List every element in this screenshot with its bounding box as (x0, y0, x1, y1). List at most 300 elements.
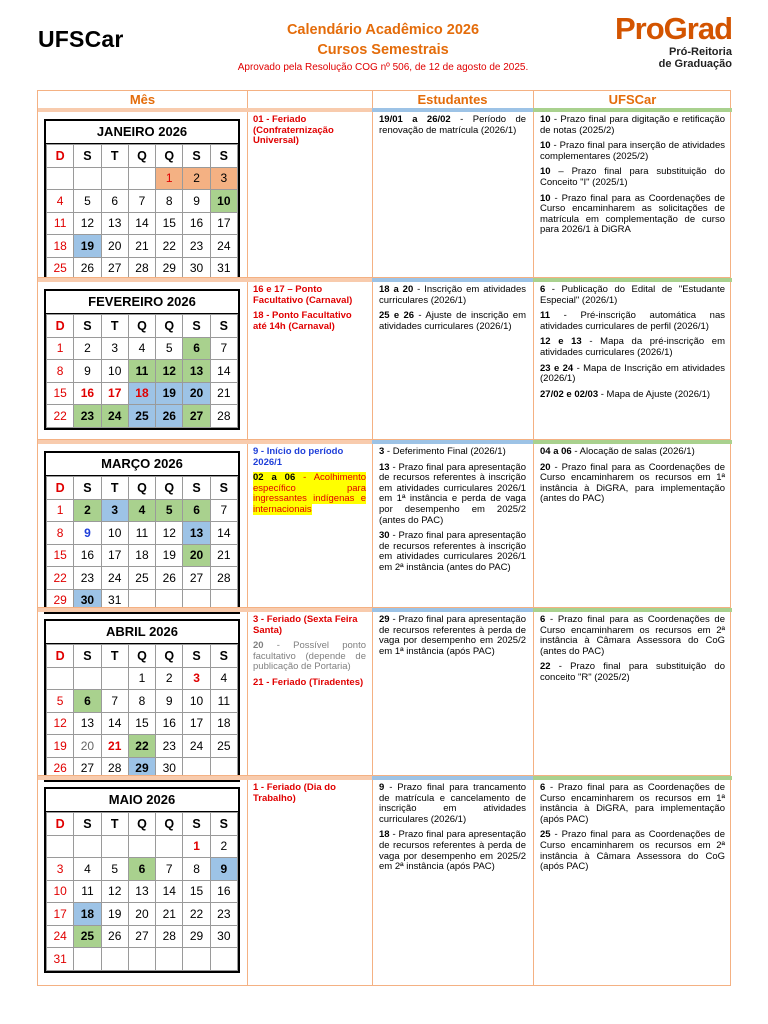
calendar-day (128, 835, 155, 858)
calendar-day: 31 (101, 589, 128, 612)
calendar-day: 10 (101, 360, 128, 383)
ufscar-column (540, 783, 725, 878)
calendar-day (74, 835, 101, 858)
column-header-blank (247, 91, 372, 109)
calendar-day: 7 (128, 190, 155, 213)
calendar-day (156, 948, 183, 971)
calendar-day: 5 (156, 337, 183, 360)
calendar-day: 26 (156, 567, 183, 590)
calendar-day: 9 (210, 858, 237, 881)
event-entry: 23 e 24 - Mapa de Inscrição em atividades (2026/1) (540, 362, 725, 385)
calendar-day: 20 (183, 382, 210, 405)
calendar-day: 5 (156, 499, 183, 522)
students-column (379, 615, 526, 662)
calendar-day: 3 (210, 167, 237, 190)
calendar-day: 21 (210, 544, 237, 567)
month-calendar (44, 619, 240, 782)
calendar-day: 27 (183, 405, 210, 428)
calendar-day: 13 (183, 522, 210, 545)
calendar-day: 22 (156, 235, 183, 258)
event-entry: 30 - Prazo final para apresentação de recursos referentes à inscrição em atividades curriculares 2026/1 em 2ª instância (antes do PAC) (379, 530, 526, 573)
calendar-day: 23 (74, 405, 101, 428)
calendar-day: 30 (210, 925, 237, 948)
calendar-day: 16 (183, 212, 210, 235)
calendar-day: 22 (183, 903, 210, 926)
calendar-day: 17 (183, 712, 210, 735)
calendar-day: 31 (210, 257, 237, 280)
weekday-header: Q (156, 813, 183, 836)
calendar-day: 17 (210, 212, 237, 235)
event-entry: 9 - Prazo final para trancamento de matrícula e cancelamento de inscrição em atividades curriculares (2026/1) (379, 782, 526, 825)
calendar-day: 21 (128, 235, 155, 258)
month-title: MARÇO 2026 (46, 453, 238, 476)
weekday-header: S (74, 145, 101, 168)
weekday-header: D (47, 315, 74, 338)
weekday-header: S (210, 477, 237, 500)
calendar-day: 30 (156, 757, 183, 780)
column-divider (533, 91, 534, 985)
weekday-header: T (101, 145, 128, 168)
ufscar-column (540, 615, 725, 689)
month-calendar (44, 451, 240, 614)
event-entry: 6 - Prazo final para as Coordenações de Curso encaminharem os recursos em 2ª instância à Câmara Assessora do CoG (antes do PAC) (540, 614, 725, 657)
students-column (379, 285, 526, 337)
event-entry: 10 - Prazo final para digitação e retificação de notas (2025/2) (540, 114, 725, 136)
weekday-header: Q (128, 645, 155, 668)
calendar-day: 29 (47, 589, 74, 612)
calendar-day: 15 (156, 212, 183, 235)
calendar-day: 23 (156, 735, 183, 758)
calendar-day: 2 (74, 499, 101, 522)
calendar-day: 25 (74, 925, 101, 948)
calendar-day: 29 (183, 925, 210, 948)
section-color-bar (533, 608, 732, 612)
calendar-day: 27 (183, 567, 210, 590)
calendar-day: 17 (101, 544, 128, 567)
calendar-day: 7 (156, 858, 183, 881)
calendar-day: 14 (210, 522, 237, 545)
calendar-day: 25 (210, 735, 237, 758)
calendar-day: 16 (210, 880, 237, 903)
calendar-day: 27 (74, 757, 101, 780)
prograd-logo (615, 12, 732, 70)
ufscar-column (540, 115, 725, 241)
calendar-day (47, 167, 74, 190)
calendar-day: 12 (47, 712, 74, 735)
calendar-day: 8 (47, 360, 74, 383)
month-title: JANEIRO 2026 (46, 121, 238, 144)
weekday-header: S (183, 145, 210, 168)
month-calendar (44, 787, 240, 973)
calendar-day: 26 (47, 757, 74, 780)
ufscar-logo: UFSCar (38, 26, 124, 52)
calendar-day: 2 (183, 167, 210, 190)
column-divider (372, 91, 373, 985)
column-divider (247, 91, 248, 985)
holidays-column (253, 447, 366, 521)
weekday-header: S (74, 477, 101, 500)
ufscar-column (540, 285, 725, 405)
holiday-entry (253, 783, 366, 804)
calendar-day: 7 (210, 337, 237, 360)
calendar-day: 6 (128, 858, 155, 881)
calendar-day: 20 (74, 735, 101, 758)
weekday-header: S (210, 645, 237, 668)
holiday-entry: 20 - Possível ponto facultativo (depende de publicação de Portaria) (253, 640, 366, 673)
section-color-bar (38, 608, 247, 612)
calendar-day: 28 (156, 925, 183, 948)
calendar-day: 12 (74, 212, 101, 235)
calendar-day: 24 (101, 405, 128, 428)
calendar-day: 28 (210, 567, 237, 590)
calendar-day: 2 (210, 835, 237, 858)
calendar-day: 19 (156, 382, 183, 405)
calendar-day: 22 (47, 567, 74, 590)
month-calendar (44, 289, 240, 430)
calendar-day: 5 (47, 690, 74, 713)
calendar-day: 29 (128, 757, 155, 780)
calendar-day: 15 (47, 544, 74, 567)
calendar-day: 16 (74, 544, 101, 567)
calendar-table (46, 314, 238, 428)
calendar-day: 25 (128, 567, 155, 590)
calendar-table (46, 812, 238, 971)
calendar-day: 1 (156, 167, 183, 190)
calendar-day: 6 (74, 690, 101, 713)
approval-note: Aprovado pela Resolução COG nº 506, de 12 de agosto de 2025. (237, 62, 529, 73)
calendar-day: 12 (101, 880, 128, 903)
calendar-day: 9 (183, 190, 210, 213)
calendar-day: 30 (183, 257, 210, 280)
event-entry: 27/02 e 02/03 - Mapa de Ajuste (2026/1) (540, 388, 711, 400)
calendar-day (128, 948, 155, 971)
section-color-bar (247, 278, 372, 282)
calendar-day: 4 (47, 190, 74, 213)
calendar-day: 24 (183, 735, 210, 758)
page-title: Calendário Acadêmico 2026 (286, 22, 480, 38)
calendar-day: 7 (101, 690, 128, 713)
calendar-day: 21 (156, 903, 183, 926)
calendar-day: 2 (156, 667, 183, 690)
calendar-day: 10 (183, 690, 210, 713)
calendar-day: 13 (128, 880, 155, 903)
month-title: MAIO 2026 (46, 789, 238, 812)
event-entry: 19/01 a 26/02 - Período de renovação de matrícula (2026/1) (379, 114, 527, 136)
section-color-bar (247, 776, 372, 780)
calendar-day: 8 (183, 858, 210, 881)
calendar-day: 5 (74, 190, 101, 213)
section-color-bar (38, 440, 247, 444)
weekday-header: S (210, 813, 237, 836)
calendar-day: 24 (101, 567, 128, 590)
calendar-day (74, 948, 101, 971)
calendar-day: 26 (101, 925, 128, 948)
calendar-day: 20 (128, 903, 155, 926)
weekday-header: T (101, 813, 128, 836)
event-entry: 25 - Prazo final para as Coordenações de Curso encaminharem os recursos em 2ª instância à Câmara Assessora do CoG (após PAC) (540, 829, 725, 873)
calendar-day: 1 (47, 337, 74, 360)
weekday-header: S (210, 145, 237, 168)
weekday-header: S (74, 315, 101, 338)
calendar-day: 9 (156, 690, 183, 713)
event-entry: 04 a 06 - Alocação de salas (2026/1) (540, 446, 695, 457)
calendar-day: 8 (156, 190, 183, 213)
calendar-day: 11 (74, 880, 101, 903)
entry-text: 18 - Ponto Facultativo até 14h (Carnaval) (253, 310, 352, 332)
holiday-entry: 02 a 06 - Acolhimento específico para ingressantes indígenas e internacionais (253, 472, 366, 515)
calendar-day (47, 835, 74, 858)
holiday-entry (253, 447, 366, 468)
holiday-entry (253, 678, 366, 689)
prograd-logo-sub2: de Graduação (658, 58, 732, 70)
calendar-day: 26 (156, 405, 183, 428)
calendar-day: 14 (101, 712, 128, 735)
section-color-bar (247, 108, 372, 112)
calendar-day: 11 (210, 690, 237, 713)
calendar-day: 30 (74, 589, 101, 612)
holiday-entry (253, 115, 366, 147)
event-entry: 6 - Publicação do Edital de "Estudante Especial" (2026/1) (540, 284, 725, 306)
weekday-header: D (47, 477, 74, 500)
page-subtitle: Cursos Semestrais (317, 42, 449, 58)
calendar-day: 16 (74, 382, 101, 405)
calendar-day: 4 (74, 858, 101, 881)
holiday-entry (253, 615, 366, 636)
holiday-entry (253, 311, 366, 332)
section-color-bar (533, 108, 732, 112)
calendar-day: 15 (128, 712, 155, 735)
weekday-header: S (183, 315, 210, 338)
weekday-header: Q (156, 645, 183, 668)
calendar-day: 19 (156, 544, 183, 567)
calendar-day: 1 (128, 667, 155, 690)
section-color-bar (372, 440, 533, 444)
calendar-day: 18 (128, 382, 155, 405)
weekday-header: D (47, 813, 74, 836)
prograd-logo-sub1: Pró-Reitoria (669, 46, 732, 58)
calendar-day: 25 (128, 405, 155, 428)
calendar-day: 23 (210, 903, 237, 926)
weekday-header: Q (128, 145, 155, 168)
calendar-day: 27 (101, 257, 128, 280)
calendar-day: 18 (47, 235, 74, 258)
entry-text: 21 - Feriado (Tiradentes) (253, 676, 364, 688)
calendar-day: 9 (74, 522, 101, 545)
weekday-header: S (74, 645, 101, 668)
weekday-header: T (101, 315, 128, 338)
calendar-day: 11 (47, 212, 74, 235)
event-entry: 18 a 20 - Inscrição em atividades curriculares (2026/1) (379, 284, 526, 306)
calendar-day: 28 (128, 257, 155, 280)
weekday-header: Q (128, 315, 155, 338)
calendar-day: 22 (47, 405, 74, 428)
weekday-header: T (101, 477, 128, 500)
calendar-day: 11 (128, 522, 155, 545)
weekday-header: D (47, 145, 74, 168)
calendar-day: 7 (210, 499, 237, 522)
calendar-day (210, 948, 237, 971)
calendar-day: 22 (128, 735, 155, 758)
weekday-header: Q (156, 145, 183, 168)
calendar-day: 12 (156, 360, 183, 383)
section-color-bar (38, 278, 247, 282)
calendar-day: 24 (210, 235, 237, 258)
event-entry: 11 - Pré-inscrição automática nas atividades curriculares de perfil (2026/1) (540, 310, 725, 332)
section-color-bar (533, 278, 732, 282)
calendar-day: 3 (101, 499, 128, 522)
calendar-day: 17 (47, 903, 74, 926)
calendar-day: 3 (47, 858, 74, 881)
weekday-header: S (210, 315, 237, 338)
holidays-column (253, 285, 366, 337)
calendar-day: 8 (128, 690, 155, 713)
event-entry: 13 - Prazo final para apresentação de recursos referentes à inscrição em atividades curriculares 2026/1 em 1ª instância e perda de vaga por desempenho em 2025/2 (antes do PAC) (379, 461, 526, 526)
calendar-day (101, 167, 128, 190)
weekday-header: T (101, 645, 128, 668)
calendar-grid (37, 90, 731, 986)
calendar-day: 26 (74, 257, 101, 280)
calendar-day: 28 (101, 757, 128, 780)
calendar-day: 23 (183, 235, 210, 258)
calendar-day: 19 (47, 735, 74, 758)
month-title: FEVEREIRO 2026 (46, 291, 238, 314)
section-color-bar (372, 278, 533, 282)
calendar-day: 11 (128, 360, 155, 383)
students-column (379, 783, 526, 878)
calendar-table (46, 644, 238, 780)
calendar-day: 16 (156, 712, 183, 735)
weekday-header: S (183, 477, 210, 500)
calendar-day: 6 (183, 337, 210, 360)
weekday-header: Q (156, 477, 183, 500)
weekday-header: S (74, 813, 101, 836)
calendar-day: 10 (47, 880, 74, 903)
calendar-day: 27 (128, 925, 155, 948)
calendar-day: 13 (74, 712, 101, 735)
section-color-bar (372, 608, 533, 612)
holidays-column (253, 615, 366, 694)
calendar-table (46, 144, 238, 280)
calendar-day (156, 835, 183, 858)
weekday-header: Q (128, 477, 155, 500)
event-entry: 10 – Prazo final para substituição do Conceito "I" (2025/1) (540, 166, 725, 188)
weekday-header: S (183, 813, 210, 836)
calendar-day: 20 (101, 235, 128, 258)
event-entry: 10 - Prazo final para as Coordenações de Curso encaminharem as solicitações de matrícula em complementação de curso para 2026/1 à DiGRA (540, 192, 725, 236)
event-entry: 18 - Prazo final para apresentação de recursos referentes à perda de vaga por desempenho em 2025/2 em 2ª instância (após PAC) (379, 829, 526, 873)
event-entry: 3 - Deferimento Final (2026/1) (379, 446, 506, 457)
calendar-day (101, 667, 128, 690)
calendar-day: 21 (210, 382, 237, 405)
section-color-bar (372, 108, 533, 112)
entry-text: 9 - Início do período 2026/1 (253, 446, 344, 468)
entry-text: 01 - Feriado (Confraternização Universal) (253, 114, 334, 147)
calendar-day: 9 (74, 360, 101, 383)
column-header-ufscar: UFSCar (533, 91, 732, 109)
calendar-day: 21 (101, 735, 128, 758)
month-calendar (44, 119, 240, 282)
calendar-day: 4 (128, 499, 155, 522)
calendar-day: 20 (183, 544, 210, 567)
event-entry: 25 e 26 - Ajuste de inscrição em atividades curriculares (2026/1) (379, 310, 526, 332)
calendar-day (74, 167, 101, 190)
holidays-column (253, 783, 366, 809)
event-entry: 12 e 13 - Mapa da pré-inscrição em atividades curriculares (2026/1) (540, 336, 725, 358)
calendar-day: 13 (183, 360, 210, 383)
calendar-day: 6 (183, 499, 210, 522)
calendar-day: 12 (156, 522, 183, 545)
calendar-day: 13 (101, 212, 128, 235)
holidays-column (253, 115, 366, 152)
section-color-bar (247, 440, 372, 444)
calendar-day: 14 (128, 212, 155, 235)
students-column (379, 115, 526, 141)
calendar-day: 31 (47, 948, 74, 971)
header (160, 20, 606, 75)
calendar-day (183, 948, 210, 971)
calendar-day: 28 (210, 405, 237, 428)
calendar-day: 15 (183, 880, 210, 903)
calendar-day: 14 (156, 880, 183, 903)
section-color-bar (38, 108, 247, 112)
event-entry: 29 - Prazo final para apresentação de recursos referentes à perda de vaga por desempenho em 2025/2 em 1ª instância (após PAC) (379, 614, 526, 657)
ufscar-column (540, 447, 725, 510)
calendar-day: 19 (74, 235, 101, 258)
calendar-day: 3 (101, 337, 128, 360)
calendar-day: 17 (101, 382, 128, 405)
students-column (379, 447, 526, 579)
event-entry: 22 - Prazo final para substituição do conceito "R" (2025/2) (540, 661, 725, 683)
calendar-day: 1 (47, 499, 74, 522)
calendar-day: 10 (101, 522, 128, 545)
calendar-day: 18 (128, 544, 155, 567)
calendar-day: 14 (210, 360, 237, 383)
calendar-table (46, 476, 238, 612)
event-entry: 10 - Prazo final para inserção de atividades complementares (2025/2) (540, 140, 725, 162)
calendar-day: 3 (183, 667, 210, 690)
calendar-day (74, 667, 101, 690)
calendar-day: 2 (74, 337, 101, 360)
event-entry: 20 - Prazo final para as Coordenações de Curso encaminharem os recursos em 1ª instância à DiGRA, para implementação (antes do PAC) (540, 461, 725, 505)
weekday-header: Q (128, 813, 155, 836)
month-title: ABRIL 2026 (46, 621, 238, 644)
entry-text: 1 - Feriado (Dia do Trabalho) (253, 782, 336, 804)
calendar-day (128, 167, 155, 190)
calendar-day: 6 (101, 190, 128, 213)
calendar-day: 10 (210, 190, 237, 213)
calendar-day: 29 (156, 257, 183, 280)
calendar-day: 18 (74, 903, 101, 926)
weekday-header: Q (156, 315, 183, 338)
section-color-bar (533, 776, 732, 780)
calendar-day: 4 (210, 667, 237, 690)
calendar-day: 25 (47, 257, 74, 280)
calendar-day: 15 (47, 382, 74, 405)
section-color-bar (533, 440, 732, 444)
section-color-bar (247, 608, 372, 612)
calendar-day (101, 835, 128, 858)
calendar-day: 24 (47, 925, 74, 948)
weekday-header: D (47, 645, 74, 668)
entry-text: 16 e 17 – Ponto Facultativo (Carnaval) (253, 284, 353, 306)
calendar-day: 4 (128, 337, 155, 360)
calendar-day: 5 (101, 858, 128, 881)
section-color-bar (38, 776, 247, 780)
entry-text: 3 - Feriado (Sexta Feira Santa) (253, 614, 358, 636)
section-color-bar (372, 776, 533, 780)
calendar-day: 8 (47, 522, 74, 545)
holiday-entry (253, 285, 366, 306)
